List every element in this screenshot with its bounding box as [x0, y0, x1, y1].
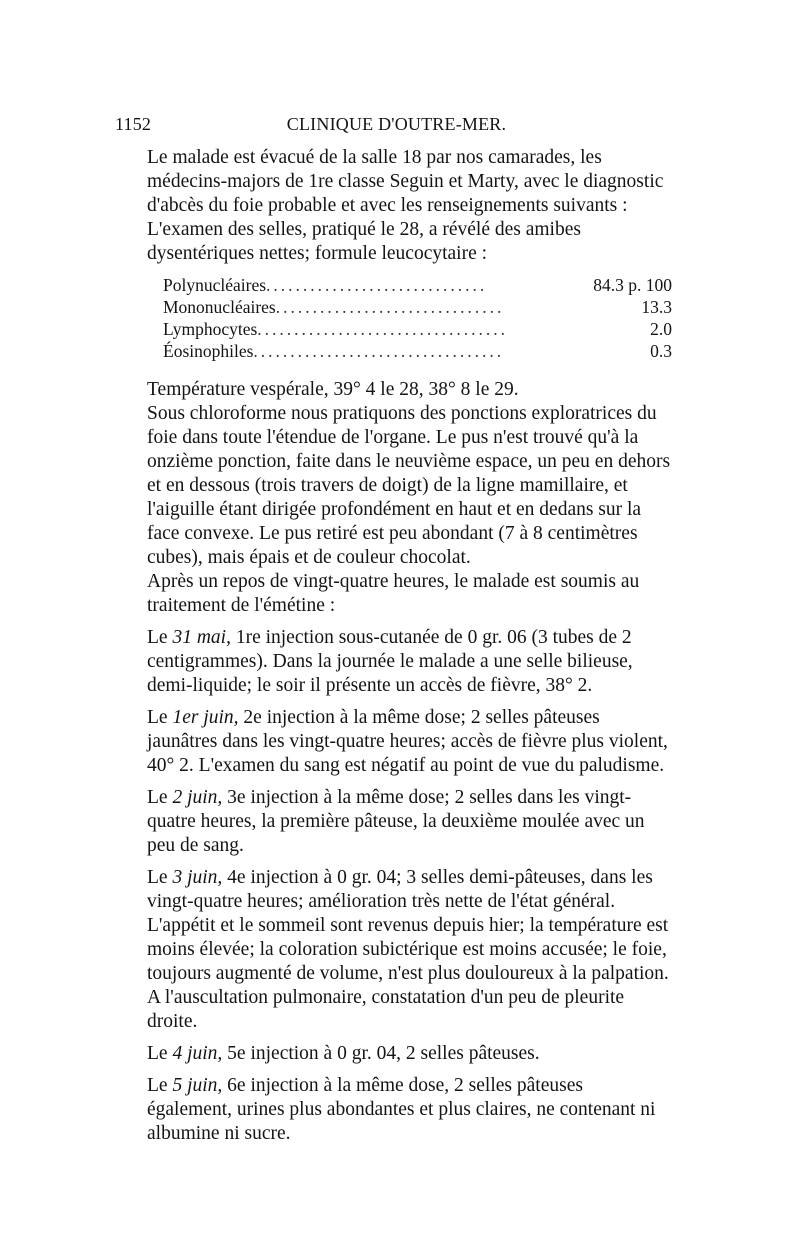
entry-date: 3 juin, — [172, 867, 223, 888]
entry-paragraph: Le 3 juin, 4e injection à 0 gr. 04; 3 selles demi-pâteuses, dans les vingt-quatre heures; amélioration très nette de l'état général. L'appétit et le sommeil sont revenus depuis hier; la température est moins élevée; la coloration subictérique est moins accusée; le foie, toujours augmenté de volume, n'est plus douloureux à la palpation. A l'auscultation pulmonaire, constatation d'un peu de pleurite droite. — [147, 867, 669, 1032]
chloroforme-paragraph: Sous chloroforme nous pratiquons des ponctions exploratrices du foie dans toute l'étendue de l'organe. Le pus n'est trouvé qu'à la onzième ponction, faite dans le neuvième espace, un peu en dehors et en dessous (trois travers de doigt) de la ligne mamillaire, et l'aiguille étant dirigée profondément en haut et en dedans sur la face convexe. Le pus retiré est peu abondant (7 à 8 centimètres cubes), mais épais et de couleur chocolat. — [147, 403, 671, 568]
formula-value: 84.3 p. 100 — [593, 275, 672, 295]
formula-label: Mononucléaires............................... — [163, 297, 505, 317]
entry-date: 5 juin, — [172, 1075, 223, 1096]
repos-paragraph: Après un repos de vingt-quatre heures, le malade est soumis au traitement de l'émétine : — [147, 571, 640, 616]
temperature-paragraph: Température vespérale, 39° 4 le 28, 38° 8 le 29. — [147, 379, 519, 400]
table-row — [163, 274, 672, 296]
entry-paragraph: Le 31 mai, 1re injection sous-cutanée de 0 gr. 06 (3 tubes de 2 centigrammes). Dans la journée le malade a une selle bilieuse, demi-liquide; le soir il présente un accès de fièvre, 38° 2. — [147, 627, 633, 696]
entry-paragraph: Le 5 juin, 6e injection à la même dose, 2 selles pâteuses également, urines plus abondantes et plus claires, ne contenant ni albumine ni sucre. — [147, 1075, 656, 1144]
entry-date: 2 juin, — [172, 787, 223, 808]
table-row — [163, 296, 672, 318]
leucocyte-formula-table — [163, 274, 672, 362]
entry-date: 1er juin, — [172, 707, 239, 728]
formula-value: 2.0 — [650, 319, 672, 339]
formula-label: Éosinophiles.................................. — [163, 341, 505, 361]
entry-paragraph: Le 4 juin, 5e injection à 0 gr. 04, 2 selles pâteuses. — [147, 1043, 540, 1064]
entry-paragraph: Le 2 juin, 3e injection à la même dose; 2 selles dans les vingt-quatre heures, la première pâteuse, la deuxième moulée avec un peu de sang. — [147, 787, 645, 856]
page-body — [147, 146, 672, 1146]
formula-value: 0.3 — [650, 341, 672, 361]
formula-value: 13.3 — [641, 297, 672, 317]
formula-label: Polynucléaires.............................. — [163, 275, 488, 295]
formula-label: Lymphocytes.................................. — [163, 319, 509, 339]
entry-paragraph: Le 1er juin, 2e injection à la même dose; 2 selles pâteuses jaunâtres dans les vingt-quatre heures; accès de fièvre plus violent, 40° 2. L'examen du sang est négatif au point de vue du paludisme. — [147, 707, 668, 776]
page-header — [115, 114, 678, 138]
table-row — [163, 340, 672, 362]
table-row — [163, 318, 672, 340]
running-title: CLINIQUE D'OUTRE-MER. — [286, 114, 507, 134]
entry-date: 31 mai, — [172, 627, 231, 648]
intro-paragraph: Le malade est évacué de la salle 18 par nos camarades, les médecins-majors de 1re classe Seguin et Marty, avec le diagnostic d'abcès du foie probable et avec les renseignements suivants : L'examen des selles, pratiqué le 28, a révélé des amibes dysentériques nettes; formule leucocytaire : — [147, 147, 664, 264]
entry-date: 4 juin, — [172, 1043, 223, 1064]
page-number: 1152 — [115, 114, 152, 134]
